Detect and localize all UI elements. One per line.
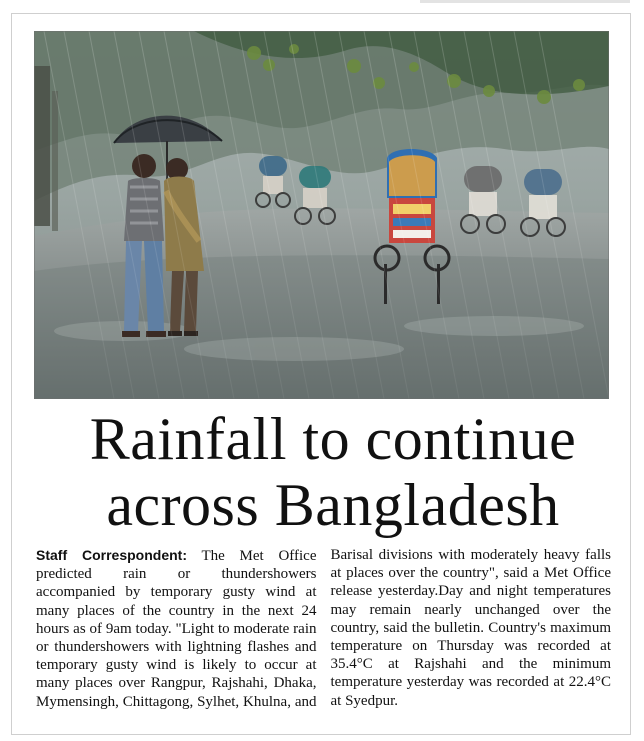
byline: Staff Correspondent: — [36, 547, 187, 563]
article-body — [36, 546, 611, 736]
headline — [23, 406, 643, 538]
headline-line-1: Rainfall to continue — [89, 406, 577, 472]
headline-line-2: across Bangladesh — [106, 472, 560, 538]
rain-street-photo — [34, 31, 609, 399]
photo-illustration — [34, 31, 609, 399]
top-rule — [420, 0, 630, 3]
article-text: The Met Office predicted rain or thundershowers accompanied by temporary gusty wind at many places of the country in the next 24 hours as of 9am today. "Light to moderate rain or thundershowers with lightning flashes and temporary gusty wind is likely to occur at many places over Rangpur, Rajshahi, Dhaka, Mymensingh, Chittagong, Sylhet, Khulna, and Barisal divisions with moderately heavy falls at places over the country", said a Met Office release yesterday.Day and night temperatures may remain nearly unchanged over the country, said the bulletin. Country's maximum temperature on Thursday was recorded at 35.4°C at Rajshahi and the minimum temperature yesterday was recorded at 22.4°C at Syedpur. — [36, 547, 611, 710]
news-clipping — [11, 13, 631, 735]
